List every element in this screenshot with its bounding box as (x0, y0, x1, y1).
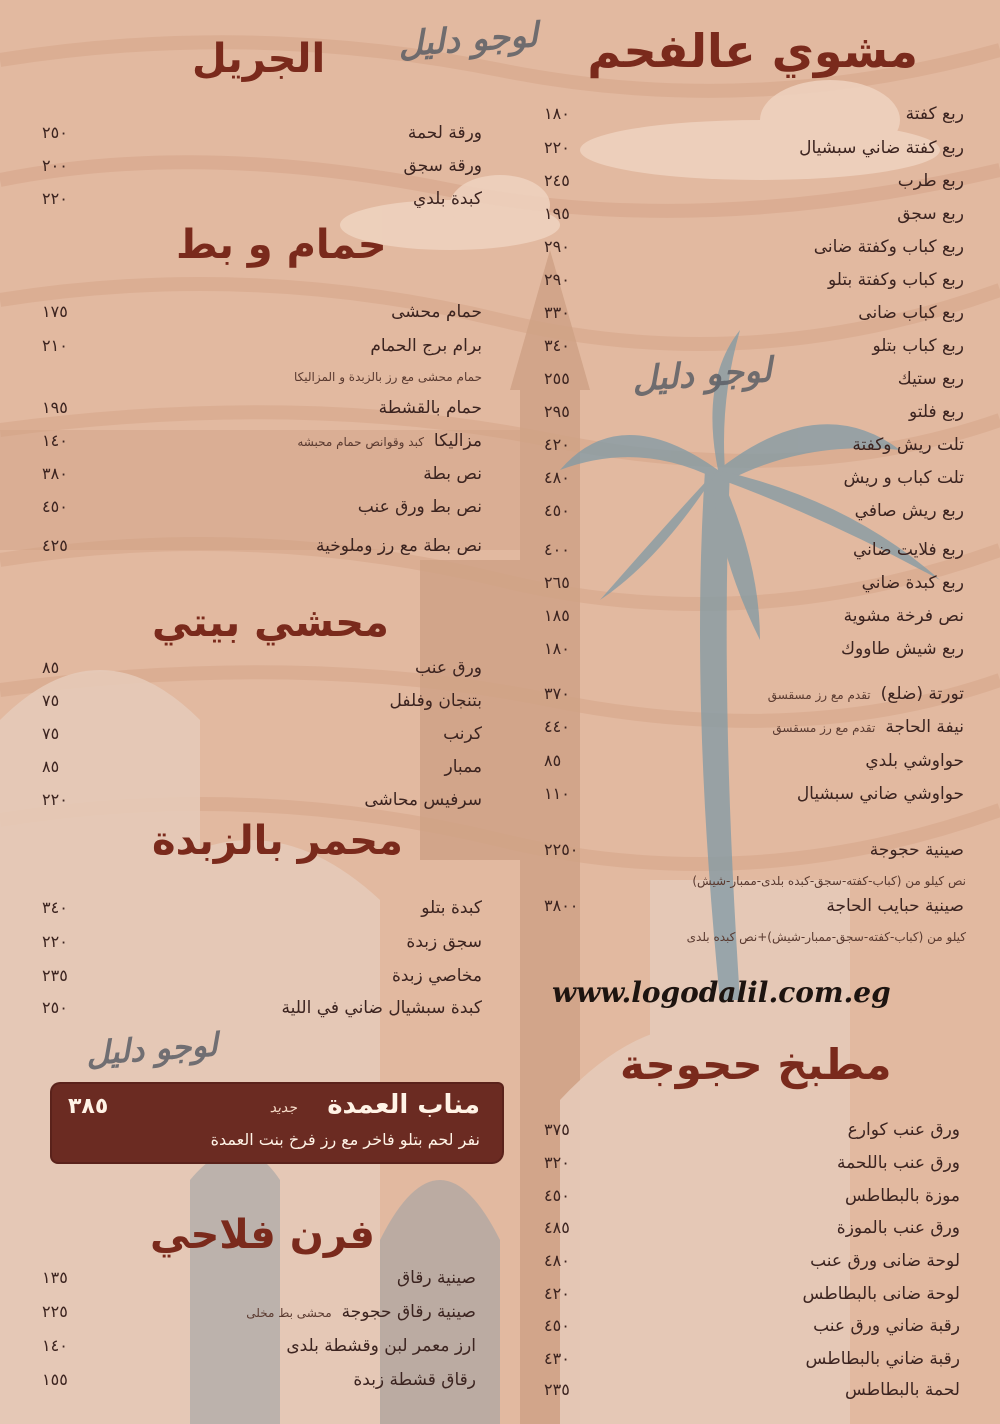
menu-item-note: محشى بط مخلى (246, 1306, 332, 1320)
menu-item-name: رقبة ضاني بالبطاطس (805, 1349, 960, 1369)
section-title-grill: مشوي عالفحم (587, 24, 918, 78)
section-title-grills: الجريل (192, 36, 326, 82)
menu-item (42, 302, 482, 326)
menu-item-price: ٤٢٥ (42, 536, 68, 555)
menu-item (42, 431, 482, 455)
watermark-logo-text: لوجو دليل (630, 350, 774, 400)
menu-item (544, 468, 964, 492)
menu-item-price: ٤٨٠ (544, 468, 570, 487)
menu-item-name: مخاصي زبدة (391, 966, 482, 986)
menu-item (42, 1336, 476, 1360)
menu-item (544, 840, 964, 864)
menu-item-name: ورق عنب كوارع (847, 1120, 960, 1140)
menu-item (544, 336, 964, 360)
menu-item-price: ٢٥٥ (544, 369, 570, 388)
menu-item-price: ٢٠٠ (42, 156, 68, 175)
menu-item-name: صينية حجوجة (869, 840, 964, 860)
menu-item-name: ربع كبدة ضاني (861, 573, 964, 593)
menu-item (544, 639, 964, 663)
menu-item-price: ١٥٥ (42, 1370, 68, 1389)
menu-item (544, 171, 964, 195)
menu-item (42, 1370, 476, 1394)
menu-item (42, 123, 482, 147)
menu-item-name: صينية رقاق (396, 1268, 476, 1288)
menu-item (42, 398, 482, 422)
menu-item-name: ورق عنب (415, 658, 482, 678)
menu-item (42, 1302, 476, 1326)
new-badge: جديد (269, 1100, 297, 1116)
menu-item-price: ٤٢٠ (544, 435, 570, 454)
menu-item-price: ٨٥ (42, 658, 60, 677)
menu-item-price: ٣٧٥ (544, 1120, 570, 1139)
menu-item-name: كبدة بتلو (421, 898, 482, 918)
menu-item-price: ٣٤٠ (544, 336, 570, 355)
menu-item-price: ٢١٠ (42, 336, 68, 355)
menu-item-note: تقدم مع رز مسقسق (767, 688, 871, 702)
menu-item-price: ١٩٥ (544, 204, 570, 223)
menu-item-price: ٢٢٠ (42, 932, 68, 951)
menu-item (544, 1153, 960, 1177)
menu-item (42, 790, 482, 814)
menu-item-price: ٨٥ (42, 757, 60, 776)
watermark-logo-text: لوجو دليل (396, 15, 540, 65)
menu-item-name: كرنب (443, 724, 482, 744)
menu-item-price: ٤٤٠ (544, 717, 570, 736)
menu-item-price: ١٩٥ (42, 398, 68, 417)
menu-item-price: ٤٥٠ (544, 1186, 570, 1205)
menu-item-price: ١٤٠ (42, 431, 68, 450)
menu-item-name: نص فرخة مشوية (843, 606, 964, 626)
menu-item-price: ٢٣٥ (42, 966, 68, 985)
menu-item-name: سجق زبدة (406, 932, 482, 952)
menu-item (42, 156, 482, 180)
menu-item (544, 1380, 960, 1404)
menu-item (42, 336, 482, 360)
menu-item (42, 691, 482, 715)
menu-item (42, 724, 482, 748)
menu-item-name: ربع كباب وكفتة ضانى (813, 237, 964, 257)
menu-item-name: كبدة سبشيال ضاني في اللية (281, 998, 482, 1018)
menu-item (42, 658, 482, 682)
menu-item-name: ورق عنب بالموزة (836, 1218, 960, 1238)
menu-item-name: ربع سجق (897, 204, 964, 224)
menu-item-price: ٢٤٥ (544, 171, 570, 190)
menu-item (544, 1349, 960, 1373)
menu-item-price: ٢٩٥ (544, 402, 570, 421)
menu-item-name: ربع كباب ضانى (858, 303, 964, 323)
menu-item-price: ٢٥٠ (42, 123, 68, 142)
menu-item (544, 369, 964, 393)
section-title-kitchen: مطبخ حجوجة (620, 1040, 892, 1089)
menu-item-name: حمام بالقشطة (378, 398, 482, 418)
menu-item-price: ٢٩٠ (544, 237, 570, 256)
menu-item (544, 104, 964, 128)
menu-item-name: ورقة لحمة (407, 123, 482, 143)
section-title-butter: محمر بالزبدة (152, 818, 403, 864)
menu-item-name: ممبار (444, 757, 482, 777)
item-note: نص كيلو من (كباب-كفته-سجق-كبده بلدى-ممبار-شيش) (692, 874, 966, 888)
menu-item-price: ١٧٥ (42, 302, 68, 321)
menu-item-price: ٣٤٠ (42, 898, 68, 917)
menu-item-price: ١٤٠ (42, 1336, 68, 1355)
menu-item-price: ٢٢٠ (42, 790, 68, 809)
menu-item (544, 1120, 960, 1144)
menu-item (544, 573, 964, 597)
menu-item-name: ربع فلتو (908, 402, 964, 422)
menu-item-price: ٢٣٥ (544, 1380, 570, 1399)
menu-item (544, 435, 964, 459)
menu-item-name: ربع فلايت ضاني (852, 540, 964, 560)
menu-item (42, 757, 482, 781)
menu-item-name: مزاليكاكبد وقوانص حمام محبشه (297, 431, 482, 451)
menu-item-name: ربع كباب وكفتة بتلو (827, 270, 964, 290)
menu-item (544, 606, 964, 630)
menu-item-name: نيفة الحاجةتقدم مع رز مسقسق (772, 717, 964, 737)
menu-item (544, 1251, 960, 1275)
menu-item (42, 497, 482, 521)
menu-item-price: ٣٧٠ (544, 684, 570, 703)
menu-item-name: ربع ريش صافي (854, 501, 964, 521)
menu-item (42, 966, 482, 990)
menu-item (544, 501, 964, 525)
menu-item (544, 751, 964, 775)
menu-item-name: لوحة ضانى بالبطاطس (802, 1284, 960, 1304)
menu-item (544, 204, 964, 228)
item-note: حمام محشى مع رز بالزبدة و المزاليكا (293, 370, 482, 384)
section-title-stuffed: محشي بيتي (152, 600, 389, 646)
menu-item-name: تلت ريش وكفتة (852, 435, 964, 455)
menu-item-price: ٧٥ (42, 724, 60, 743)
section-title-pigeon: حمام و بط (176, 222, 387, 268)
menu-item-name: حواوشي بلدي (865, 751, 964, 771)
menu-item (544, 1186, 960, 1210)
section-title-oven: فرن فلاحي (150, 1212, 375, 1258)
watermark-logo-text: لوجو دليل (84, 1025, 219, 1073)
menu-item-name: نص بطة مع رز وملوخية (315, 536, 482, 556)
menu-item-price: ٤٥٠ (544, 501, 570, 520)
menu-item (42, 932, 482, 956)
special-offer-banner (52, 1084, 502, 1162)
menu-item (544, 138, 964, 162)
menu-item (544, 270, 964, 294)
menu-item-name: برام برج الحمام (370, 336, 482, 356)
menu-item-name: ارز معمر لبن وقشطة بلدى (286, 1336, 476, 1356)
menu-item-price: ٢٢٥ (42, 1302, 68, 1321)
menu-item-name: لوحة ضانى ورق عنب (810, 1251, 960, 1271)
menu-item (42, 998, 482, 1022)
menu-item-price: ١٨٠ (544, 104, 570, 123)
menu-item-price: ٤٥٠ (544, 1316, 570, 1335)
menu-item (544, 303, 964, 327)
menu-item-price: ٢٢٠ (544, 138, 570, 157)
menu-item-name: ورق عنب باللحمة (836, 1153, 960, 1173)
menu-item-name: صينية رقاق حجوجةمحشى بط مخلى (246, 1302, 476, 1322)
menu-item-price: ٨٥ (544, 751, 562, 770)
menu-item-price: ٢٦٥ (544, 573, 570, 592)
banner-title: مناب العمدة (327, 1090, 480, 1120)
menu-item-price: ١٣٥ (42, 1268, 68, 1287)
banner-description: نفر لحم بتلو فاخر مع رز فرخ بنت العمدة (210, 1130, 480, 1149)
menu-item (544, 896, 964, 920)
menu-item (544, 1218, 960, 1242)
menu-item-price: ٢٢٠ (42, 189, 68, 208)
menu-item (544, 402, 964, 426)
menu-item-price: ٣٨٠ (42, 464, 68, 483)
banner-price: ٣٨٥ (68, 1094, 109, 1119)
menu-item-name: حواوشي ضاني سبشيال (796, 784, 964, 804)
menu-item-name: ربع كباب بتلو (872, 336, 964, 356)
menu-item-note: كبد وقوانص حمام محبشه (297, 435, 424, 449)
menu-item (42, 898, 482, 922)
menu-item-name: ربع كفتة ضاني سبشيال (799, 138, 964, 158)
menu-item (544, 784, 964, 808)
menu-item-price: ٣٢٠ (544, 1153, 570, 1172)
menu-item-price: ٢٢٥٠ (544, 840, 579, 859)
menu-item-price: ٤٢٠ (544, 1284, 570, 1303)
menu-item-name: تلت كباب و ريش (843, 468, 964, 488)
menu-item-price: ٤٨٥ (544, 1218, 570, 1237)
menu-item (42, 464, 482, 488)
menu-item-name: ربع شيش طاووك (841, 639, 964, 659)
menu-item-price: ٤٥٠ (42, 497, 68, 516)
menu-item-price: ٣٨٠٠ (544, 896, 579, 915)
menu-item-name: رقاق قشطة زبدة (353, 1370, 476, 1390)
menu-item-price: ٣٣٠ (544, 303, 570, 322)
menu-item-name: ورقة سجق (403, 156, 482, 176)
menu-item-name: ربع كفتة (905, 104, 964, 124)
menu-item (544, 717, 964, 741)
menu-item-name: ربع ستيك (897, 369, 964, 389)
menu-item (544, 237, 964, 261)
menu-item-price: ٢٥٠ (42, 998, 68, 1017)
menu-item (42, 536, 482, 560)
menu-item-name: صينية حبايب الحاجة (826, 896, 964, 916)
menu-item-price: ٢٩٠ (544, 270, 570, 289)
menu-item-name: ربع طرب (897, 171, 964, 191)
menu-item-price: ٤٣٠ (544, 1349, 570, 1368)
menu-item-price: ١١٠ (544, 784, 570, 803)
menu-item (544, 540, 964, 564)
item-note: كيلو من (كباب-كفته-سجق-ممبار-شيش)+نص كبده بلدى (686, 930, 966, 944)
menu-item-name: تورتة (ضلع)تقدم مع رز مسقسق (767, 684, 964, 704)
menu-item-price: ١٨٥ (544, 606, 570, 625)
menu-item (544, 1284, 960, 1308)
menu-item-price: ٤٨٠ (544, 1251, 570, 1270)
menu-item-name: سرفيس محاشى (364, 790, 482, 810)
menu-item (544, 684, 964, 708)
menu-item-name: موزة بالبطاطس (845, 1186, 960, 1206)
menu-item-name: لحمة بالبطاطس (844, 1380, 960, 1400)
menu-item (42, 189, 482, 213)
menu-item-name: حمام محشى (391, 302, 482, 322)
menu-item-price: ٤٠٠ (544, 540, 570, 559)
website-url: www.logodalil.com.eg (552, 976, 891, 1009)
menu-item-name: نص بطة (423, 464, 482, 484)
menu-item-name: كبدة بلدي (412, 189, 482, 209)
menu-item-name: بتنجان وفلفل (389, 691, 482, 711)
menu-item (544, 1316, 960, 1340)
menu-item-note: تقدم مع رز مسقسق (772, 721, 876, 735)
menu-item (42, 1268, 476, 1292)
menu-item-price: ١٨٠ (544, 639, 570, 658)
menu-item-name: رقبة ضاني ورق عنب (813, 1316, 960, 1336)
menu-item-name: نص بط ورق عنب (357, 497, 482, 517)
menu-item-price: ٧٥ (42, 691, 60, 710)
